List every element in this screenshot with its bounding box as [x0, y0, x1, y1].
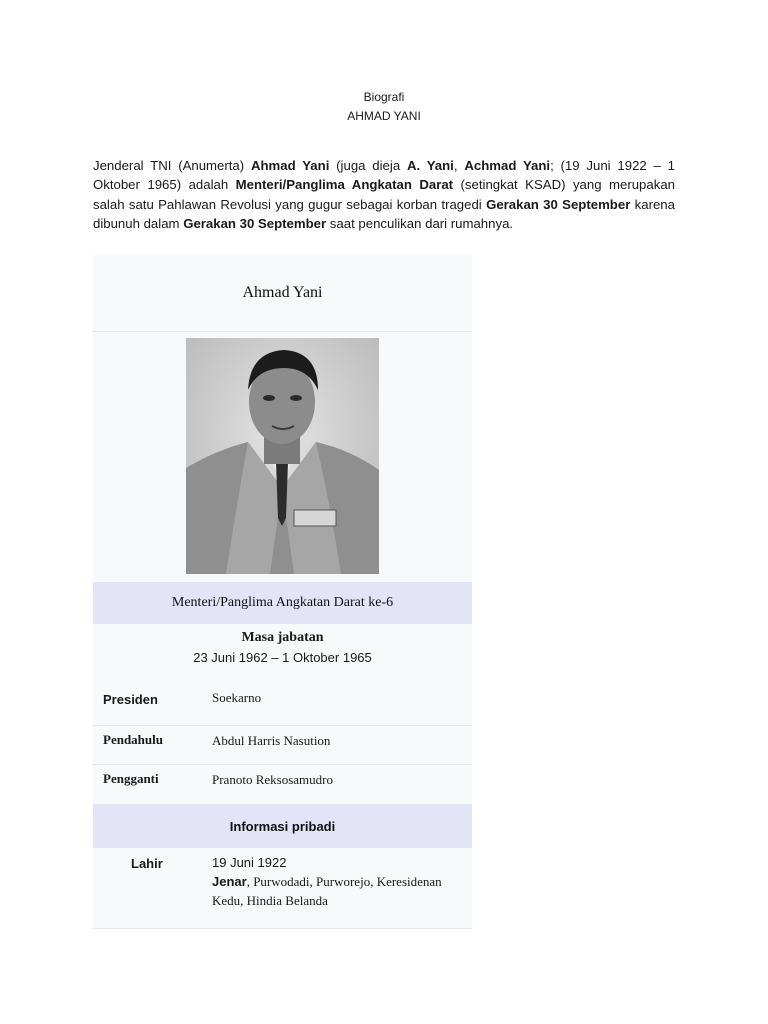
born-value	[212, 853, 462, 910]
born-place-link[interactable]: Jenar	[212, 874, 247, 889]
successor-label: Pengganti	[103, 771, 159, 786]
portrait-photo	[186, 338, 379, 574]
document-title	[0, 88, 768, 126]
president-label: Presiden	[103, 692, 158, 707]
intro-alias: Achmad Yani	[464, 158, 551, 173]
intro-position: Menteri/Panglima Angkatan Darat	[235, 177, 454, 193]
intro-name: Ahmad Yani	[250, 158, 330, 173]
divider	[93, 725, 472, 726]
intro-text: ; (19 Juni 1922 – 1 Oktober 1965) adalah	[93, 158, 676, 193]
infobox-title: Ahmad Yani	[242, 284, 323, 301]
predecessor-value: Abdul Harris Nasution	[212, 733, 331, 748]
intro-text: ,	[453, 158, 465, 173]
divider	[93, 764, 472, 765]
intro-hero: Pahlawan Revolusi	[158, 196, 271, 212]
divider	[93, 331, 472, 332]
term-dates: 23 Juni 1962 – 1 Oktober 1965	[193, 650, 372, 665]
portrait-icon	[186, 338, 379, 574]
doc-heading: Biografi	[363, 90, 405, 104]
born-place-rest: , Purwodadi, Purworejo, Keresidenan Kedu, Hindia Belanda	[212, 874, 442, 908]
personal-info-band: Informasi pribadi	[93, 804, 472, 848]
president-value: Soekarno	[212, 690, 262, 705]
intro-text: yang gugur sebagai korban tragedi	[270, 196, 487, 212]
born-date: 19 Juni 1922	[212, 855, 287, 870]
predecessor-label: Pendahulu	[103, 732, 163, 747]
infobox	[93, 255, 472, 929]
intro-event: Gerakan 30 September	[183, 215, 327, 231]
doc-subject: AHMAD YANI	[347, 109, 421, 123]
born-label: Lahir	[131, 856, 163, 871]
intro-text: karena dibunuh dalam	[93, 196, 675, 231]
successor-value: Pranoto Reksosamudro	[212, 772, 333, 787]
intro-event: Gerakan 30 September	[486, 196, 631, 212]
born-place	[212, 872, 462, 910]
intro-alias: A. Yani	[406, 158, 454, 173]
intro-text: Jenderal TNI (Anumerta)	[93, 158, 251, 173]
office-band: Menteri/Panglima Angkatan Darat ke-6	[93, 582, 472, 624]
term-label: Masa jabatan	[241, 630, 324, 645]
divider	[93, 928, 472, 929]
intro-text: (juga dieja	[329, 158, 407, 173]
intro-paragraph	[93, 156, 675, 233]
intro-text: saat penculikan dari rumahnya.	[326, 215, 514, 231]
intro-text: (setingkat KSAD) yang merupakan salah satu	[93, 177, 675, 212]
